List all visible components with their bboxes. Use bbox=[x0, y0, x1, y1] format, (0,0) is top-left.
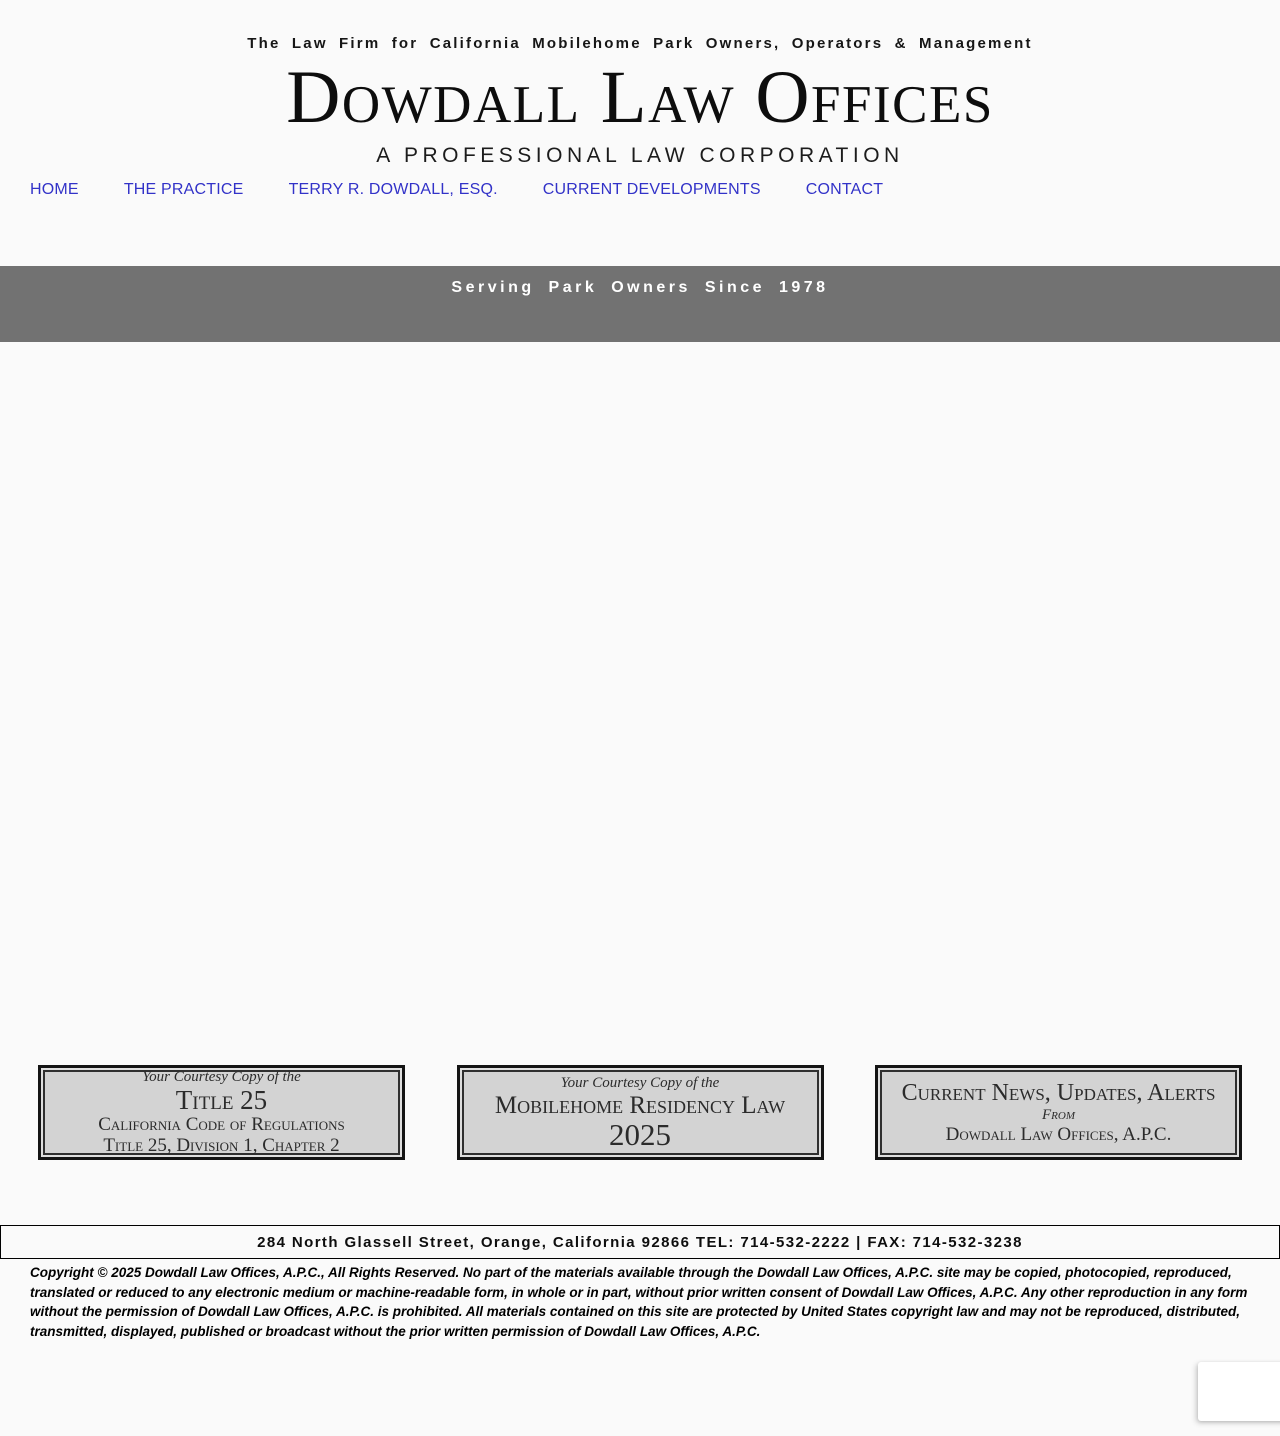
nav-item-home[interactable]: HOME bbox=[30, 181, 79, 198]
plaque-eyebrow: Your Courtesy Copy of the bbox=[142, 1069, 301, 1085]
nav-item-terry-r-dowdall[interactable]: TERRY R. DOWDALL, ESQ. bbox=[288, 181, 498, 198]
bottom-right-widget[interactable] bbox=[1198, 1362, 1280, 1421]
plaque-mobilehome-residency-law[interactable] bbox=[457, 1065, 824, 1160]
main-nav bbox=[0, 180, 1280, 200]
plaque-org: Dowdall Law Offices, A.P.C. bbox=[945, 1124, 1172, 1145]
plaque-year: 2025 bbox=[609, 1116, 671, 1152]
plaque-title: Title 25 bbox=[175, 1085, 268, 1115]
plaque-title-25-inner bbox=[43, 1070, 400, 1155]
plaque-line: Title 25, Division 1, Chapter 2 bbox=[103, 1135, 340, 1156]
plaque-mrl-inner bbox=[462, 1070, 819, 1155]
site-subtitle: A PROFESSIONAL LAW CORPORATION bbox=[376, 144, 904, 167]
plaque-from: From bbox=[1042, 1107, 1075, 1123]
plaque-row bbox=[38, 1065, 1242, 1160]
nav-item-the-practice[interactable]: THE PRACTICE bbox=[123, 181, 244, 198]
plaque-title: Mobilehome Residency Law bbox=[494, 1091, 786, 1119]
copyright-notice: Copyright © 2025 Dowdall Law Offices, A.P.C., All Rights Reserved. No part of the materials available through the Dowdall Law Offices, A.P.C. site may be copied, photocopied, reproduced, translated or reduced to any electronic medium or machine-readable form, in whole or in part, without prior written consent of Dowdall Law Offices, A.P.C. Any other reproduction in any form without the permission of Dowdall Law Offices, A.P.C. is prohibited. All materials contained on this site are protected by United States copyright law and may not be reproduced, distributed, transmitted, displayed, published or broadcast without the prior written permission of Dowdall Law Offices, A.P.C. bbox=[30, 1265, 1248, 1339]
plaque-eyebrow: Your Courtesy Copy of the bbox=[560, 1074, 720, 1091]
nav-item-contact[interactable]: CONTACT bbox=[805, 181, 884, 198]
site-header bbox=[0, 0, 1280, 200]
firm-tagline: The Law Firm for California Mobilehome Park Owners, Operators & Management bbox=[247, 35, 1033, 52]
main-content-area bbox=[0, 342, 1280, 1065]
plaque-line: California Code of Regulations bbox=[98, 1114, 345, 1135]
address-bar: 284 North Glassell Street, Orange, California 92866 TEL: 714-532-2222 | FAX: 714-532-3238 bbox=[0, 1225, 1280, 1259]
plaque-title: Current News, Updates, Alerts bbox=[901, 1080, 1216, 1106]
nav-item-current-developments[interactable]: CURRENT DEVELOPMENTS bbox=[542, 181, 761, 198]
hero-banner bbox=[0, 266, 1280, 342]
site-title: Dowdall Law Offices bbox=[286, 56, 994, 139]
plaque-news-inner bbox=[880, 1070, 1237, 1155]
plaque-title-25[interactable] bbox=[38, 1065, 405, 1160]
plaque-current-news[interactable] bbox=[875, 1065, 1242, 1160]
hero-banner-text: Serving Park Owners Since 1978 bbox=[451, 279, 829, 296]
